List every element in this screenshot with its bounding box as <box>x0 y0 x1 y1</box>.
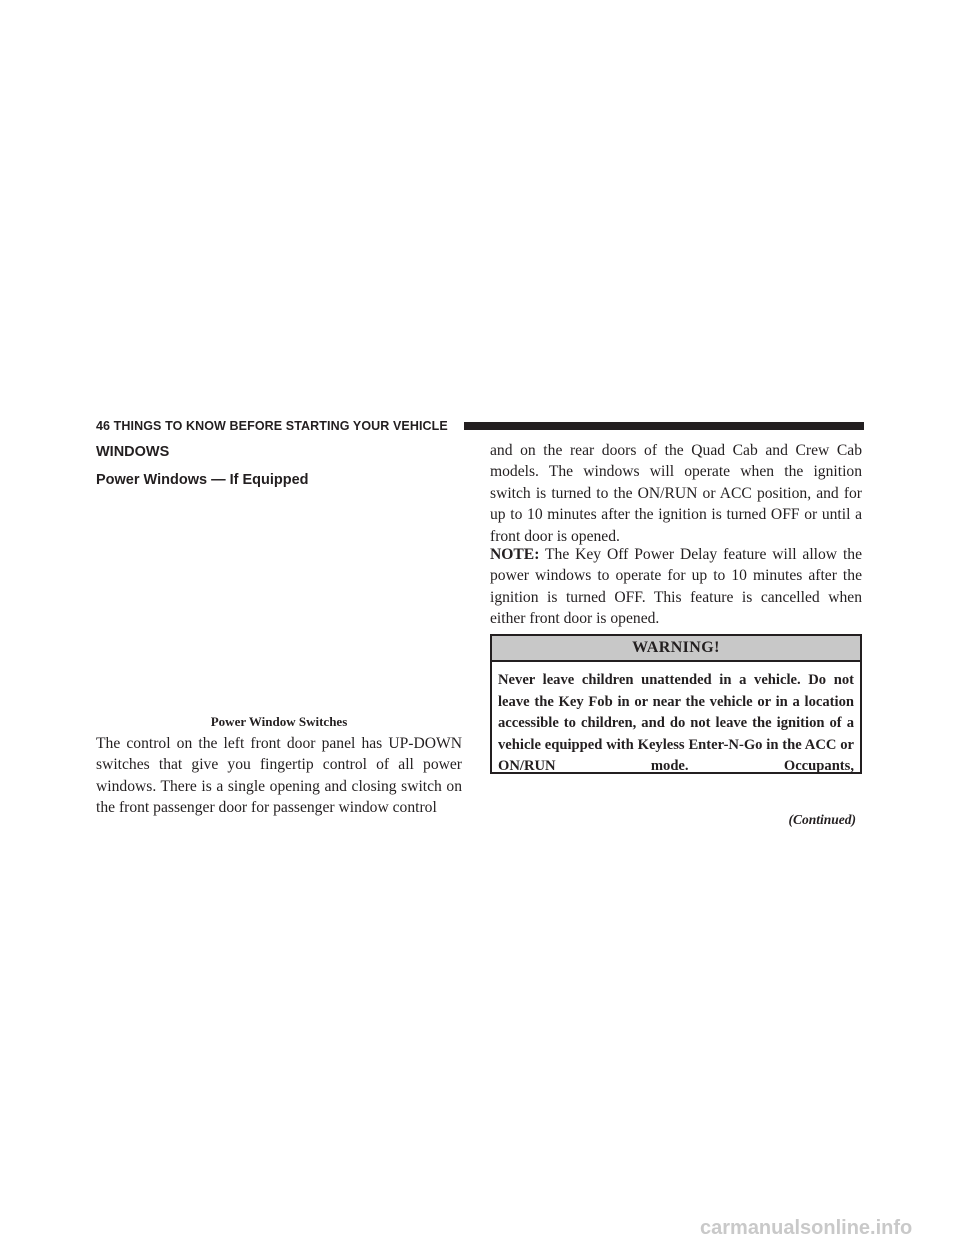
svg-text:carmanualsonline.info: carmanualsonline.info <box>700 1217 913 1239</box>
warning-text: Never leave children unattended in a vehicle. Do not leave the Key Fob in or near the vehicle or in a location accessible to children, and do not leave the ignition of a vehicle equipped with Keyless Enter-N-Go in the ACC or ON/RUN mode. Occupants, <box>498 672 854 774</box>
section-title: WINDOWS <box>96 444 170 460</box>
left-column-paragraph: The control on the left front door panel has UP-DOWN switches that give you fingertip control of all power windows. There is a single opening and closing switch on the front passenger door for passenger window control <box>96 735 462 817</box>
note-paragraph <box>490 544 862 630</box>
watermark-logo <box>700 1216 954 1240</box>
note-text: The Key Off Power Delay feature will allow the power windows to operate for up to 10 minutes after the ignition is turned OFF. This feature is cancelled when either front door is opened. <box>490 546 862 628</box>
warning-box <box>490 634 862 774</box>
power-window-switches-figure <box>96 500 462 706</box>
running-header <box>96 418 864 434</box>
right-column-paragraph: and on the rear doors of the Quad Cab and Crew Cab models. The windows will operate when the ignition switch is turned to the ON/RUN or ACC position, and for up to 10 minutes after the ignition is turned OFF or until a front door is opened. <box>490 442 862 545</box>
page-header-title: 46 THINGS TO KNOW BEFORE STARTING YOUR VEHICLE <box>96 419 448 433</box>
note-label: NOTE: <box>490 546 540 563</box>
figure-caption: Power Window Switches <box>210 714 348 729</box>
continued-label: (Continued) <box>788 812 856 827</box>
header-rule <box>464 422 864 430</box>
section-subtitle: Power Windows — If Equipped <box>96 472 309 488</box>
warning-title: WARNING! <box>490 634 862 662</box>
warning-body <box>490 662 862 774</box>
